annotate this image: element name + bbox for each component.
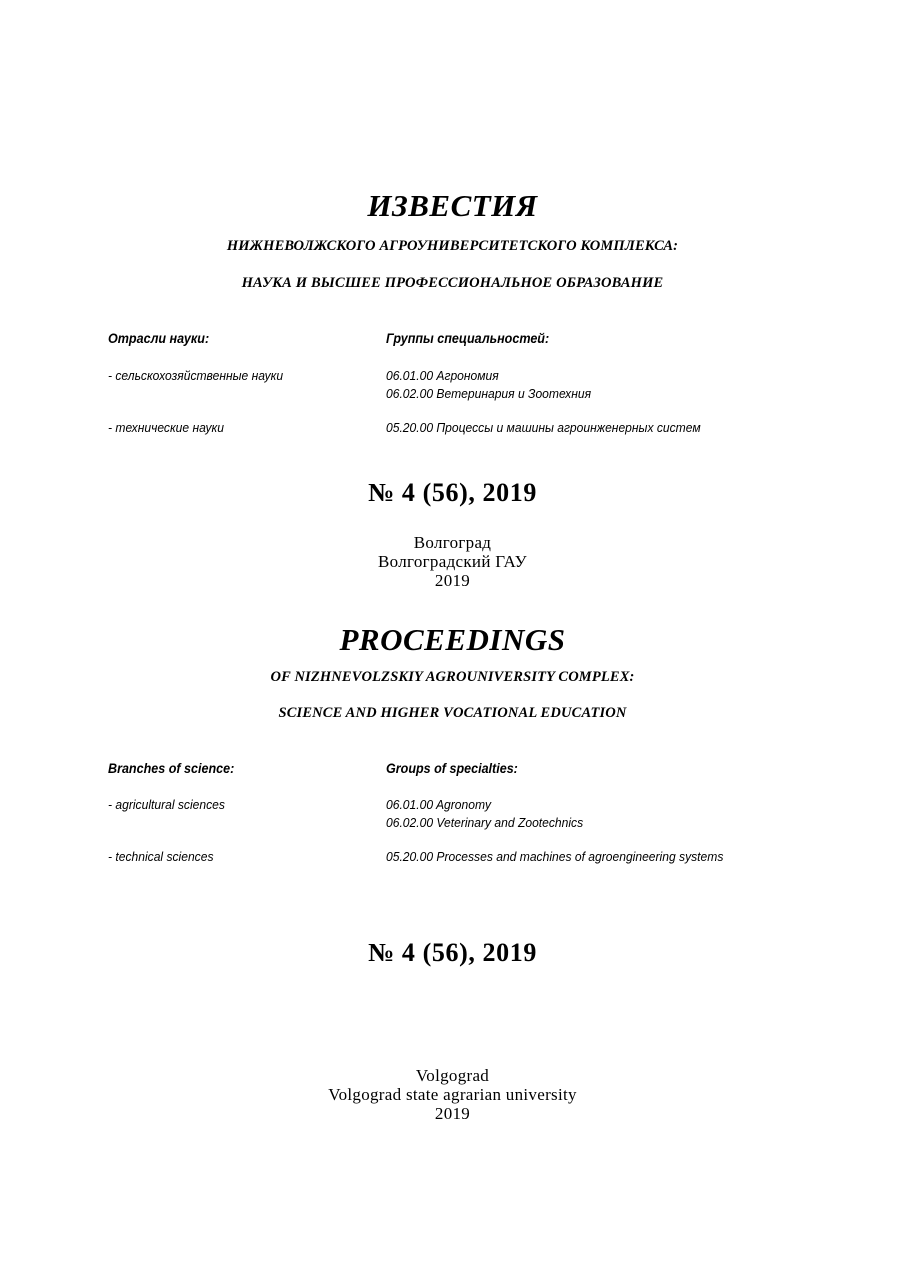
english-branch-agricultural: - agricultural sciences [108,797,225,812]
russian-specialties-agricultural [386,367,591,403]
russian-branch-agricultural: - сельскохозяйственные науки [108,368,284,383]
english-branches-header: Branches of science: [108,761,235,776]
russian-specialties-header: Группы специальностей: [386,331,550,346]
russian-imprint-city: Волгоград [413,533,492,552]
russian-specialties-technical [386,419,701,437]
list-item: 05.20.00 Processes and machines of agroengineering systems [386,849,724,864]
russian-journal-title: ИЗВЕСТИЯ [367,188,538,223]
english-imprint [0,1066,905,1123]
russian-branch-technical: - технические науки [108,420,224,435]
russian-imprint-publisher: Волгоградский ГАУ [378,552,527,571]
russian-branches-header: Отрасли науки: [108,331,210,346]
english-imprint-city: Volgograd [415,1066,490,1085]
list-item: 06.02.00 Veterinary and Zootechnics [386,815,584,830]
english-imprint-publisher: Volgograd state agrarian university [328,1085,577,1104]
english-issue-number: № 4 (56), 2019 [368,938,537,967]
russian-subtitle-line-2: НАУКА И ВЫСШЕЕ ПРОФЕССИОНАЛЬНОЕ ОБРАЗОВАНИЕ [241,275,664,291]
english-specialties-header: Groups of specialties: [386,761,518,776]
english-journal-title: PROCEEDINGS [339,622,566,657]
english-imprint-year: 2019 [434,1104,471,1123]
russian-issue-number: № 4 (56), 2019 [368,478,537,507]
list-item: 06.01.00 Agronomy [386,797,492,812]
english-specialties-technical [386,848,723,866]
russian-imprint [0,533,905,590]
list-item: 05.20.00 Процессы и машины агроинженерных систем [386,420,701,435]
english-branch-technical: - technical sciences [108,849,214,864]
list-item: 06.01.00 Агрономия [386,368,499,383]
english-subtitle-line-2: SCIENCE AND HIGHER VOCATIONAL EDUCATION [278,705,627,721]
english-specialties-agricultural [386,796,583,832]
russian-imprint-year: 2019 [434,571,471,590]
english-subtitle-line-1: OF NIZHNEVOLZSKIY AGROUNIVERSITY COMPLEX: [270,669,635,685]
list-item: 06.02.00 Ветеринария и Зоотехния [386,386,592,401]
russian-subtitle-line-1: НИЖНЕВОЛЖСКОГО АГРОУНИВЕРСИТЕТСКОГО КОМПЛЕКСА: [226,238,679,254]
